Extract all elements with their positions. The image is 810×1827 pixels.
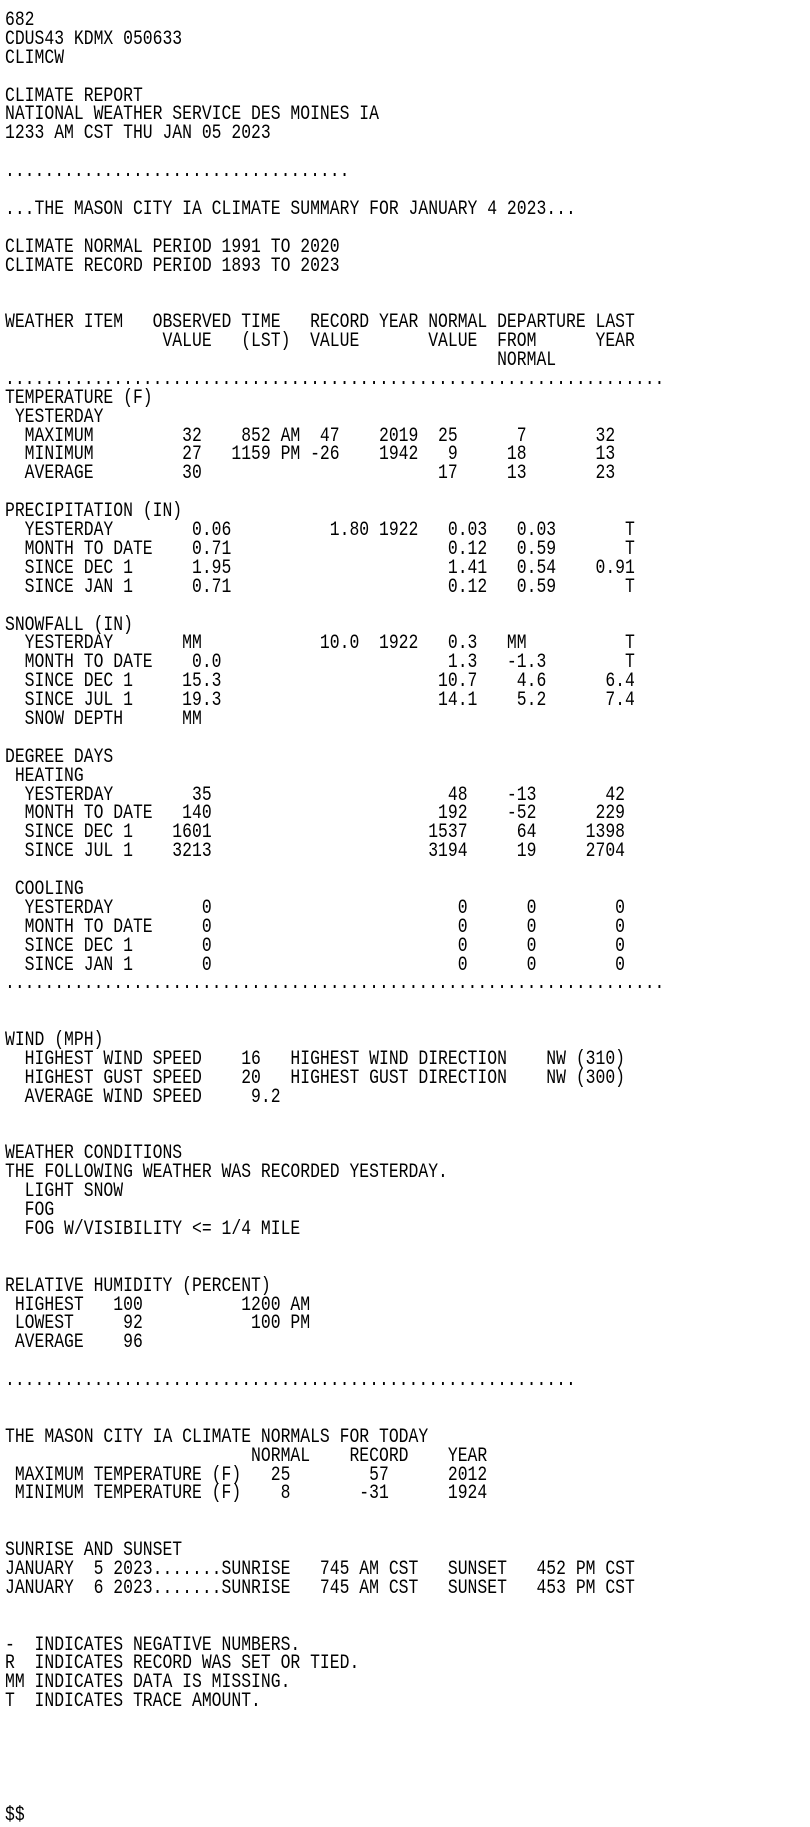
report-line: YESTERDAY MM 10.0 1922 0.3 MM T [5,632,635,656]
report-line [5,862,661,881]
report-line [5,1788,661,1807]
report-line: SINCE JUL 1 3213 3194 19 2704 [5,840,626,864]
report-line: 682 [5,9,35,32]
report-line [5,1769,661,1788]
report-line: WEATHER ITEM OBSERVED TIME RECORD YEAR NORMAL DEPARTURE LAST [5,311,635,335]
report-line: YESTERDAY 0 0 0 0 [5,896,626,920]
report-line: MINIMUM TEMPERATURE (F) 8 -31 1924 [5,1482,488,1506]
report-line: .......................................................... [5,1369,576,1393]
report-line: CDUS43 KDMX 050633 [5,27,183,51]
report-line: MM INDICATES DATA IS MISSING. [5,1671,291,1695]
report-line: SINCE JAN 1 0 0 0 0 [5,953,626,977]
report-line: THE FOLLOWING WEATHER WAS RECORDED YESTERDAY. [5,1161,448,1185]
report-line: THE MASON CITY IA CLIMATE NORMALS FOR TODAY [5,1425,429,1449]
report-line: NORMAL RECORD YEAR [5,1444,488,1468]
report-line: R INDICATES RECORD WAS SET OR TIED. [5,1652,360,1676]
report-line [5,276,661,295]
report-line: MONTH TO DATE 140 192 -52 229 [5,802,626,826]
report-line: - INDICATES NEGATIVE NUMBERS. [5,1633,301,1657]
report-line: LIGHT SNOW [5,1180,124,1204]
report-line: T INDICATES TRACE AMOUNT. [5,1690,261,1714]
report-line: ................................................................... [5,972,665,996]
report-line: NORMAL [5,349,557,373]
report-line [5,1731,661,1750]
report-line [5,1240,661,1259]
report-line: VALUE (LST) VALUE VALUE FROM YEAR [5,330,635,354]
report-line [5,1108,661,1127]
report-line: MAXIMUM TEMPERATURE (F) 25 57 2012 [5,1463,488,1487]
report-line: NATIONAL WEATHER SERVICE DES MOINES IA [5,103,379,127]
report-line: HEATING [5,764,84,788]
report-line: COOLING [5,877,84,901]
report-line: PRECIPITATION (IN) [5,500,183,524]
report-line [5,1599,661,1618]
report-line: CLIMATE NORMAL PERIOD 1991 TO 2020 [5,235,340,259]
report-line [5,1712,661,1731]
report-line: MAXIMUM 32 852 AM 47 2019 25 7 32 [5,424,616,448]
report-line: SINCE DEC 1 1.95 1.41 0.54 0.91 [5,556,635,580]
report-line: SINCE DEC 1 1601 1537 64 1398 [5,821,626,845]
report-line: AVERAGE 30 17 13 23 [5,462,616,486]
report-line: CLIMCW [5,46,65,70]
report-line: AVERAGE WIND SPEED 9.2 [5,1085,281,1109]
report-line: $$ [5,1803,25,1827]
report-line [5,1391,661,1410]
report-line: HIGHEST WIND SPEED 16 HIGHEST WIND DIRECTION NW (310) [5,1047,626,1071]
report-line: HIGHEST 100 1200 AM [5,1293,311,1317]
report-line: ...THE MASON CITY IA CLIMATE SUMMARY FOR JANUARY 4 2023... [5,197,576,221]
report-line: CLIMATE RECORD PERIOD 1893 TO 2023 [5,254,340,278]
report-line: YESTERDAY 0.06 1.80 1922 0.03 0.03 T [5,519,635,543]
report-line: MONTH TO DATE 0.71 0.12 0.59 T [5,537,635,561]
report-line: SNOW DEPTH MM [5,707,202,731]
report-line [5,994,661,1013]
report-line: SUNRISE AND SUNSET [5,1539,183,1563]
report-line: HIGHEST GUST SPEED 20 HIGHEST GUST DIRECTION NW (300) [5,1066,626,1090]
report-line: SINCE DEC 1 0 0 0 0 [5,934,626,958]
report-line: SINCE DEC 1 15.3 10.7 4.6 6.4 [5,670,635,694]
report-line [5,1750,661,1769]
report-line: ................................... [5,160,350,184]
report-line: DEGREE DAYS [5,745,114,769]
report-line: AVERAGE 96 [5,1331,143,1355]
climate-report-text [5,9,805,1827]
report-line: YESTERDAY 35 48 -13 42 [5,783,626,807]
report-line: MINIMUM 27 1159 PM -26 1942 9 18 13 [5,443,616,467]
report-line: TEMPERATURE (F) [5,386,153,410]
report-line: SINCE JAN 1 0.71 0.12 0.59 T [5,575,635,599]
report-line: ................................................................... [5,367,665,391]
report-line: JANUARY 6 2023.......SUNRISE 745 AM CST SUNSET 453 PM CST [5,1576,635,1600]
report-line: SNOWFALL (IN) [5,613,133,637]
report-line: RELATIVE HUMIDITY (PERCENT) [5,1274,271,1298]
report-line: FOG W/VISIBILITY <= 1/4 MILE [5,1218,301,1241]
report-line: MONTH TO DATE 0 0 0 0 [5,915,626,939]
report-line: WEATHER CONDITIONS [5,1142,183,1166]
report-line: SINCE JUL 1 19.3 14.1 5.2 7.4 [5,689,635,713]
report-line: MONTH TO DATE 0.0 1.3 -1.3 T [5,651,635,675]
report-line: CLIMATE REPORT [5,84,143,108]
report-line: YESTERDAY [5,405,104,429]
report-line: WIND (MPH) [5,1029,104,1053]
report-line [5,1504,661,1523]
report-line: JANUARY 5 2023.......SUNRISE 745 AM CST SUNSET 452 PM CST [5,1558,635,1582]
report-line: LOWEST 92 100 PM [5,1312,311,1336]
report-line: 1233 AM CST THU JAN 05 2023 [5,122,271,146]
report-line: FOG [5,1199,55,1223]
